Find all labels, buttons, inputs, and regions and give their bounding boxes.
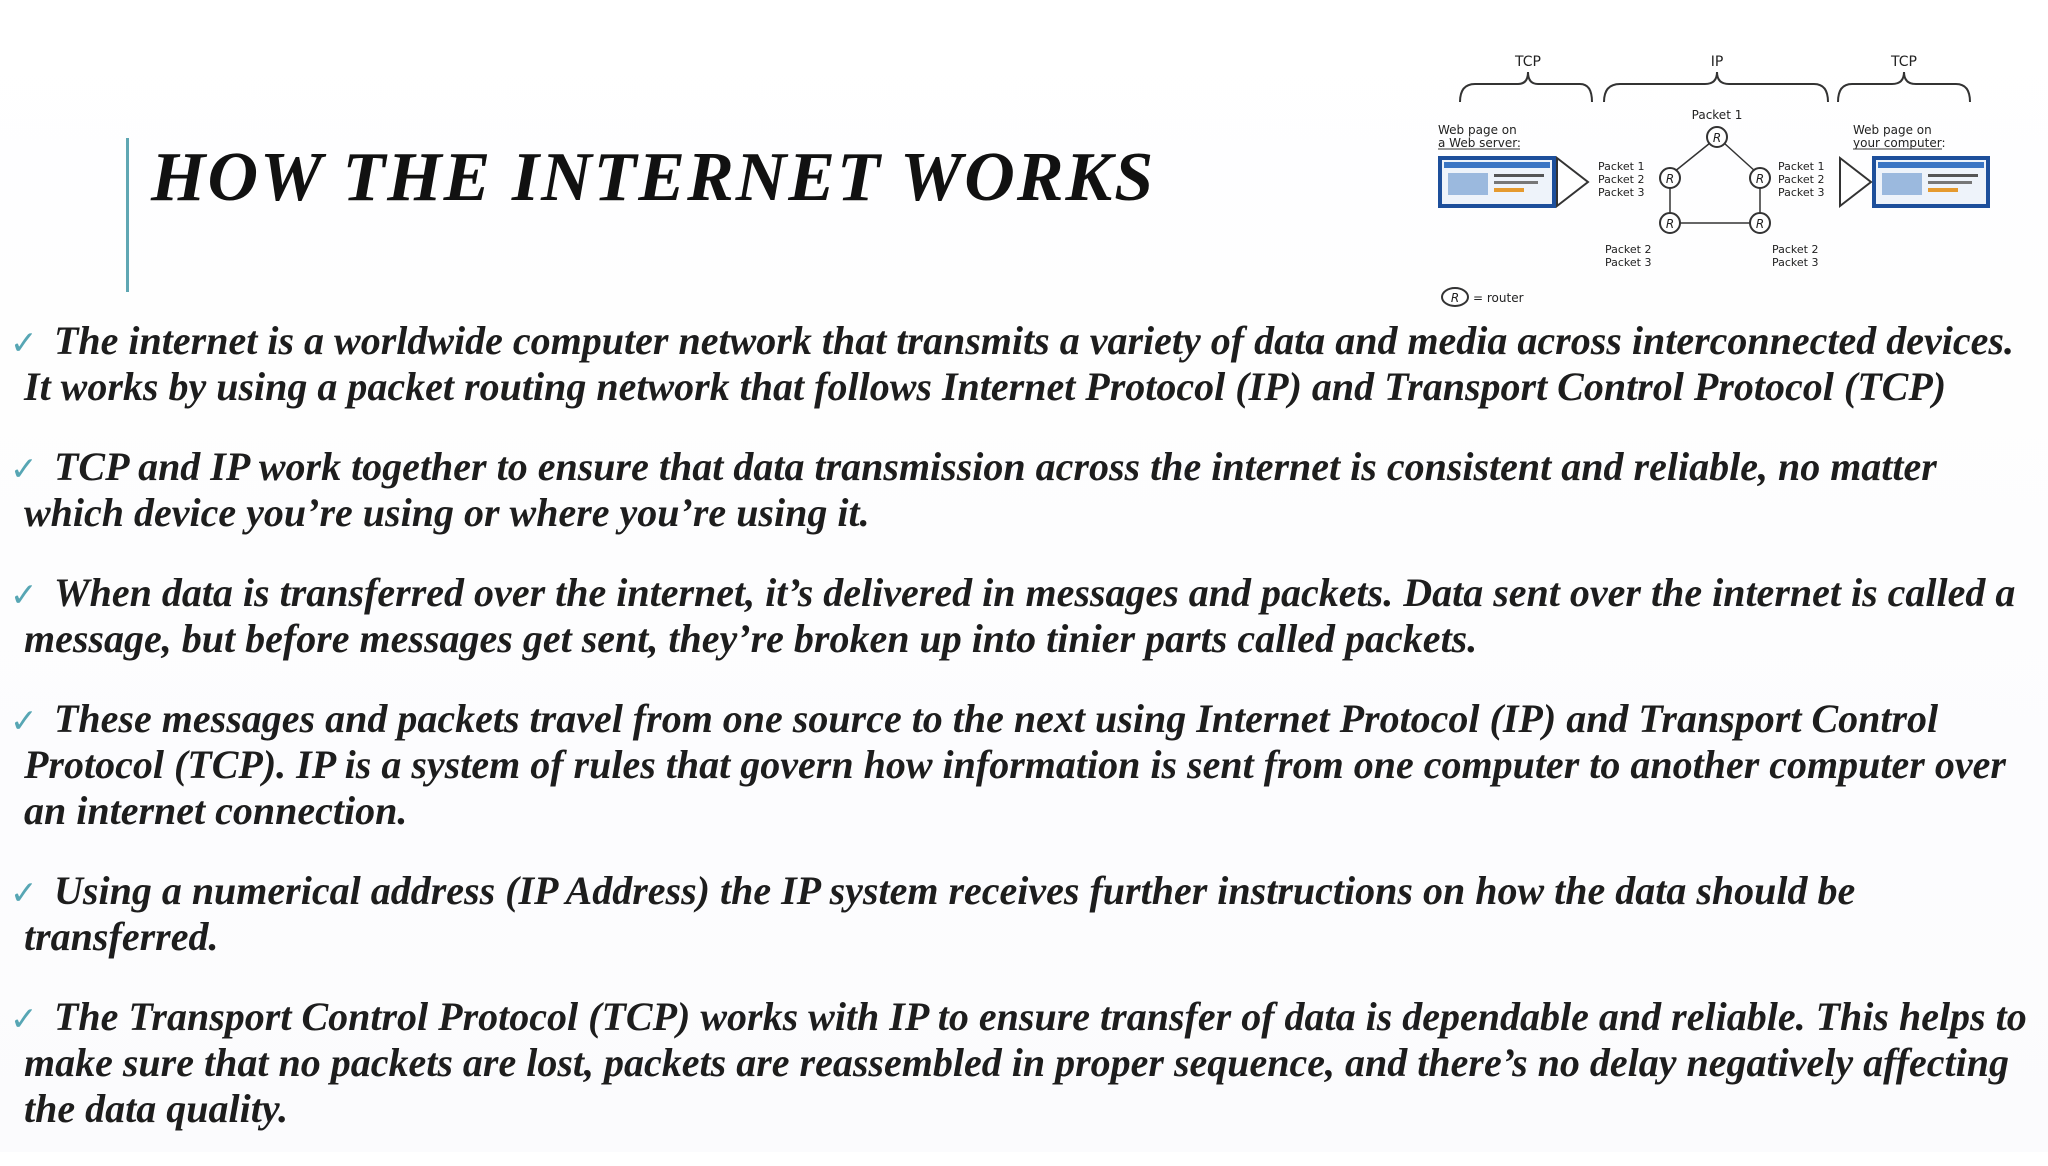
svg-text:R: R (1665, 172, 1675, 186)
web-server-caption-2: a Web server: (1438, 136, 1521, 150)
svg-text:R: R (1450, 291, 1460, 305)
bullet-item (10, 318, 2040, 410)
bullet-text: The Transport Control Protocol (TCP) works with IP to ensure transfer of data is dependable and reliable. This helps to make sure that no packets are lost, packets are reassembled in proper sequence, and there’s no delay negatively affecting the data quality. (24, 994, 2027, 1131)
brace-tcp-left (1460, 72, 1592, 102)
router-left (1660, 168, 1680, 188)
your-computer-caption-1: Web page on (1853, 123, 1932, 137)
right-packet-label-1: Packet 1 (1778, 160, 1825, 173)
svg-text:R: R (1665, 217, 1675, 231)
checkmark-icon: ✓ (10, 575, 38, 614)
brace-ip (1604, 72, 1828, 102)
router-bottom-right (1750, 213, 1770, 233)
router-legend (1442, 288, 1524, 306)
bullet-item (10, 994, 2040, 1132)
checkmark-icon: ✓ (10, 323, 38, 362)
bullet-text: These messages and packets travel from one source to the next using Internet Protocol (IP) and Transport Control Protocol (TCP). IP is a system of rules that govern how information is sent from one computer to another computer over an internet connection. (24, 696, 2006, 833)
bullet-text: TCP and IP work together to ensure that data transmission across the internet is consistent and reliable, no matter which device you’re using or where you’re using it. (24, 444, 1937, 535)
left-packet-label-2: Packet 2 (1598, 173, 1645, 186)
bullet-item (10, 868, 2040, 960)
diagram-label-tcp-right: TCP (1891, 54, 1917, 70)
bullet-item (10, 570, 2040, 662)
bullet-item (10, 696, 2040, 834)
title-accent-bar (126, 138, 129, 292)
router-right (1750, 168, 1770, 188)
bottom-right-packet-label-2: Packet 3 (1772, 256, 1819, 269)
router-bottom-left (1660, 213, 1680, 233)
bullet-item (10, 444, 2040, 536)
web-server-caption-1: Web page on (1438, 123, 1517, 137)
bottom-right-packet-label-1: Packet 2 (1772, 243, 1819, 256)
bullet-text: The internet is a worldwide computer network that transmits a variety of data and media across interconnected devices. It works by using a packet routing network that follows Internet Protocol (IP) and Transport Control Protocol (TCP) (24, 318, 2014, 409)
web-server-page-icon (1438, 156, 1556, 208)
arrow-from-server (1557, 158, 1588, 206)
checkmark-icon: ✓ (10, 873, 38, 912)
bottom-left-packet-label-1: Packet 2 (1605, 243, 1652, 256)
brace-tcp-right (1838, 72, 1970, 102)
arrow-to-computer (1840, 158, 1871, 206)
right-packet-label-2: Packet 2 (1778, 173, 1825, 186)
router-legend-text: = router (1473, 291, 1524, 305)
checkmark-icon: ✓ (10, 701, 38, 740)
left-packet-label-3: Packet 3 (1598, 186, 1645, 199)
page-title: HOW THE INTERNET WORKS (151, 139, 1156, 216)
bullet-text: Using a numerical address (IP Address) the IP system receives further instructions on how the data should be transferred. (24, 868, 1856, 959)
bullet-text: When data is transferred over the internet, it’s delivered in messages and packets. Data sent over the internet is called a message, but before messages get sent, they’re broken up into tinier parts called packets. (24, 570, 2016, 661)
right-packet-label-3: Packet 3 (1778, 186, 1825, 199)
bottom-left-packet-label-2: Packet 3 (1605, 256, 1652, 269)
checkmark-icon: ✓ (10, 999, 38, 1038)
your-computer-page-icon (1872, 156, 1990, 208)
tcp-ip-diagram (1420, 40, 2020, 315)
svg-text:R: R (1755, 217, 1765, 231)
svg-text:R: R (1755, 172, 1765, 186)
checkmark-icon: ✓ (10, 449, 38, 488)
left-packet-label-1: Packet 1 (1598, 160, 1645, 173)
bullet-list (10, 318, 2040, 1166)
router-top (1707, 127, 1727, 147)
your-computer-caption-2: your computer: (1853, 136, 1946, 150)
top-packet-label: Packet 1 (1691, 108, 1743, 122)
diagram-label-ip: IP (1710, 54, 1724, 70)
diagram-label-tcp-left: TCP (1515, 54, 1541, 70)
svg-text:R: R (1712, 131, 1722, 145)
